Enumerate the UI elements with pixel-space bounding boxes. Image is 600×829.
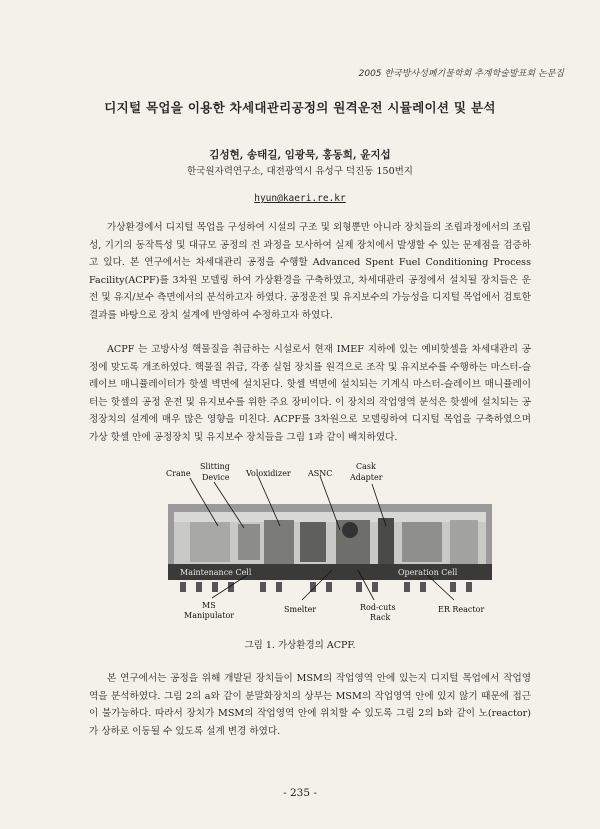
label-operation-cell: Operation Cell	[398, 568, 458, 577]
paragraph-2: ACPF 는 고방사성 핵물질을 취급하는 시설로서 현재 IMEF 지하에 있는 예비핫셀을 차세대관리 공정에 맞도록 개조하였다. 핵물질 취급, 각종 실험 장치를 원격으로 조작 및 유지보수를 수행하는 마스터-슬레이브 매니퓰레이터가 핫셀 벽면에 설치된다. 핫셀 벽면에 설치되는 기계식 마스터-슬레이브 매니퓰레이터는 핫셀의 공정 운전 및 유지보수를 위한 주요 장비이다. 이 장치의 작업영역 분석은 핫셀에 설치되는 공정장치의 설계에 매우 많은 영향을 미친다. ACPF를 3차원으로 모델링하여 디지털 목업을 구축하였으며 가상 핫셀 안에 공정장치 및 유지보수 장치들을 그림 1과 같이 배치하였다.	[89, 344, 531, 443]
paragraph-3: 본 연구에서는 공정을 위해 개발된 장치들이 MSM의 작업영역 안에 있는지 디지털 목업에서 작업영역을 분석하였다. 그림 2의 a와 같이 분말화장치의 상부는 MSM의 작업영역 안에 있지 않기 때문에 접근이 불가능하다. 따라서 장치가 MSM의 작업영역 안에 위치할 수 있도록 그림 2의 b와 같이 노(reactor)가 상하로 이동될 수 있도록 설계 변경 하였다.	[89, 673, 531, 737]
hotcell-ceiling	[174, 512, 486, 522]
label-rod-cuts-rack-line2: Rack	[370, 613, 391, 622]
label-ms-manipulator-line2: Manipulator	[184, 611, 235, 620]
label-slitting-device-line2: Device	[202, 473, 230, 482]
page-number: - 235 -	[283, 787, 317, 799]
label-ms-manipulator: MS	[202, 601, 216, 610]
email-link[interactable]: hyun@kaeri.re.kr	[254, 193, 346, 204]
figure-caption: 그림 1. 가상환경의 ACPF.	[244, 640, 356, 651]
label-voloxidizer: Voloxidizer	[246, 469, 291, 478]
conference-header: 2005 한국방사성폐기물학회 추계학술발표회 논문집	[358, 69, 564, 79]
label-asnc: ASNC	[308, 469, 333, 478]
paper-title: 디지털 목업을 이용한 차세대관리공정의 원격운전 시뮬레이션 및 분석	[104, 100, 496, 115]
equipment-block	[402, 522, 442, 562]
equipment-block	[238, 524, 260, 560]
label-crane: Crane	[166, 469, 191, 478]
equipment-block	[190, 522, 230, 562]
label-er-reactor: ER Reactor	[438, 605, 485, 614]
equipment-block	[300, 522, 326, 562]
figure-image	[160, 460, 500, 630]
equipment-block	[342, 522, 358, 538]
paragraph-1: 가상환경에서 디지털 목업을 구성하여 시설의 구조 및 외형뿐만 아니라 장치들의 조립과정에서의 조립성, 기기의 동작특성 및 대규모 공정의 전 과정을 모사하여 실제 장치에서 발생할 수 있는 문제점을 검증하고 있다. 본 연구에서는 차세대관리 공정을 수행할 Advanced Spent Fuel Conditioning Process Facility(ACPF)를 3차원 모델링 하여 가상환경을 구축하였고, 차세대관리 공정에서 설치될 장치들은 운전 및 유지/보수 측면에서의 분석하고자 하였다. 공정운전 및 유지보수의 가능성을 디지털 목업에서 검토한 결과를 바탕으로 장치 설계에 반영하여 수정하고자 하였다.	[89, 222, 531, 321]
label-smelter: Smelter	[284, 605, 317, 614]
label-cask-adapter-line2: Adapter	[350, 473, 383, 482]
affiliation: 한국원자력연구소, 대전광역시 유성구 덕진동 150번지	[187, 166, 413, 177]
label-slitting-device: Slitting	[200, 462, 230, 471]
label-rod-cuts-rack: Rod-cuts	[360, 603, 396, 612]
figure-acpf	[160, 460, 500, 630]
equipment-block	[264, 520, 294, 564]
label-cask-adapter: Cask	[356, 462, 376, 471]
author-list: 김성현, 송태길, 임광묵, 홍동희, 윤지섭	[209, 149, 391, 161]
equipment-block	[450, 520, 478, 564]
label-maintenance-cell: Maintenance Cell	[180, 568, 252, 577]
